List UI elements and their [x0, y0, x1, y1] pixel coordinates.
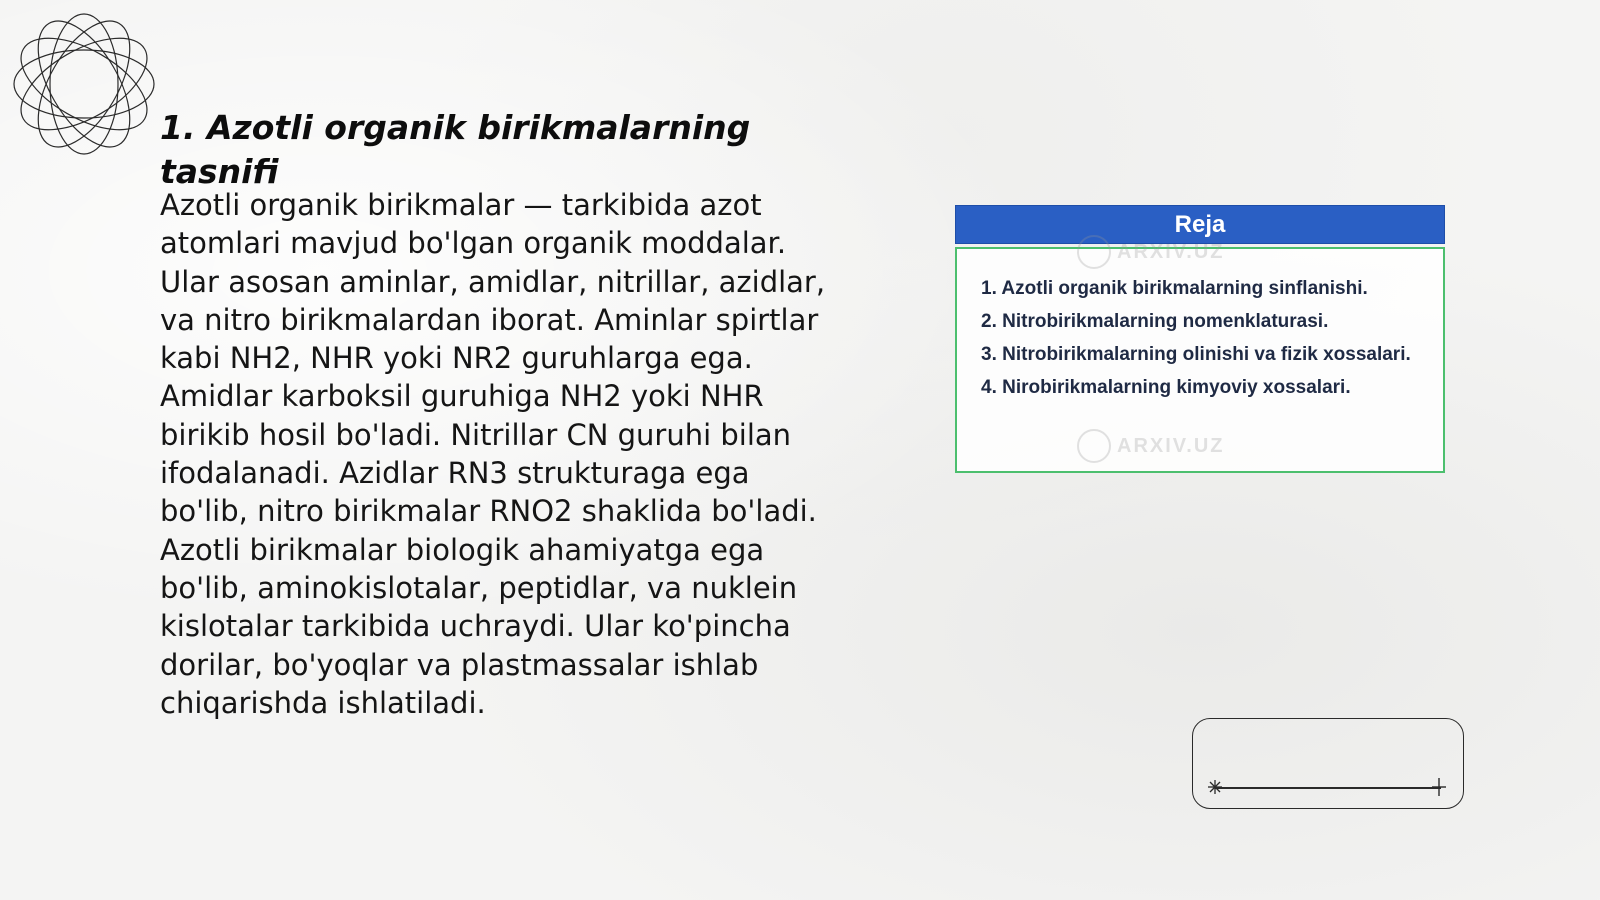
watermark-circle-icon	[1077, 235, 1111, 269]
reja-header: Reja	[955, 205, 1445, 244]
decorative-frame	[1192, 718, 1464, 809]
watermark-logo	[1077, 429, 1225, 463]
reja-item: 2. Nitrobirikmalarning nomenklaturasi.	[981, 311, 1329, 332]
reja-list	[955, 240, 1445, 473]
watermark-text: ARXIV.UZ	[1117, 434, 1225, 457]
watermark-text: ARXIV.UZ	[1117, 240, 1225, 263]
circle-ornament-icon	[10, 10, 158, 158]
sparkle-icon	[1205, 777, 1225, 797]
reja-item: 1. Azotli organik birikmalarning sinflanishi.	[981, 278, 1368, 299]
watermark-circle-icon	[1077, 429, 1111, 463]
slide-body-text: Azotli organik birikmalar — tarkibida azot atomlari mavjud bo'lgan organik moddalar. Ular asosan aminlar, amidlar, nitrillar, azidlar, va nitro birikmalardan iborat. Aminlar spirtlar kabi NH2, NHR yoki NR2 guruhlarga ega. Amidlar karboksil guruhiga NH2 yoki NHR birikib hosil bo'ladi. Nitrillar CN guruhi bilan ifodalanadi. Azidlar RN3 strukturaga ega bo'lib, nitro birikmalar RNO2 shaklida bo'ladi. Azotli birikmalar biologik ahamiyatga ega bo'lib, aminokislotalar, peptidlar, va nuklein kislotalar tarkibida uchraydi. Ular ko'pincha dorilar, bo'yoqlar va plastmassalar ishlab chiqarishda ishlatiladi.	[160, 188, 826, 720]
slide-title: 1. Azotli organik birikmalarning tasnifi	[160, 108, 751, 191]
reja-item: 3. Nitrobirikmalarning olinishi va fizik xossalari.	[981, 344, 1411, 365]
plus-icon	[1429, 777, 1449, 797]
decorative-line	[1215, 787, 1441, 789]
reja-panel	[955, 205, 1445, 475]
reja-item: 4. Nirobirikmalarning kimyoviy xossalari.	[981, 377, 1351, 398]
watermark-logo	[1077, 235, 1225, 269]
